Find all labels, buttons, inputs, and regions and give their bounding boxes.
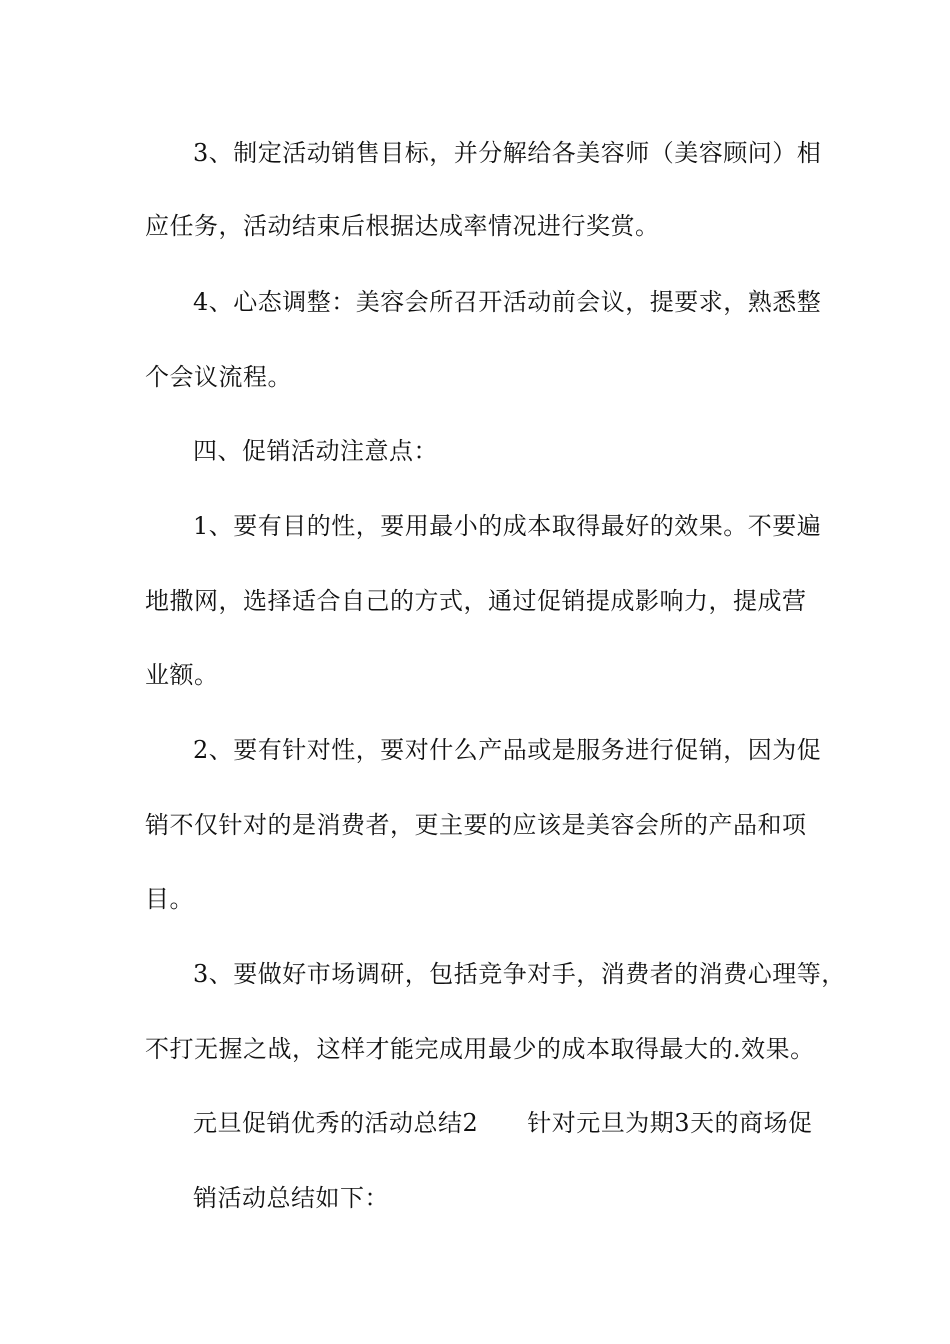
text-line: 业额。: [145, 661, 219, 689]
text-line: 销不仅针对的是消费者，更主要的应该是美容会所的产品和项: [145, 811, 807, 839]
text-line: 3、要做好市场调研，包括竞争对手，消费者的消费心理等，: [193, 960, 846, 988]
text-line: 目。: [145, 885, 194, 913]
text-line: 地撒网，选择适合自己的方式，通过促销提成影响力，提成营: [145, 587, 807, 615]
text-line: 不打无握之战，这样才能完成用最少的成本取得最大的.效果。: [145, 1035, 815, 1063]
text-line: 1、要有目的性，要用最小的成本取得最好的效果。不要遍: [193, 512, 822, 540]
text-line: 4、心态调整：美容会所召开活动前会议，提要求，熟悉整: [193, 288, 822, 316]
text-line: 个会议流程。: [145, 363, 292, 391]
text-line: 2、要有针对性，要对什么产品或是服务进行促销，因为促: [193, 736, 822, 764]
text-line: 应任务，活动结束后根据达成率情况进行奖赏。: [145, 212, 660, 240]
section-heading: 四、促销活动注意点：: [193, 437, 438, 465]
text-line: 销活动总结如下：: [193, 1184, 389, 1212]
text-line: 元旦促销优秀的活动总结2 针对元旦为期3天的商场促: [193, 1109, 813, 1137]
text-line: 3、制定活动销售目标，并分解给各美容师（美容顾问）相: [193, 139, 822, 167]
